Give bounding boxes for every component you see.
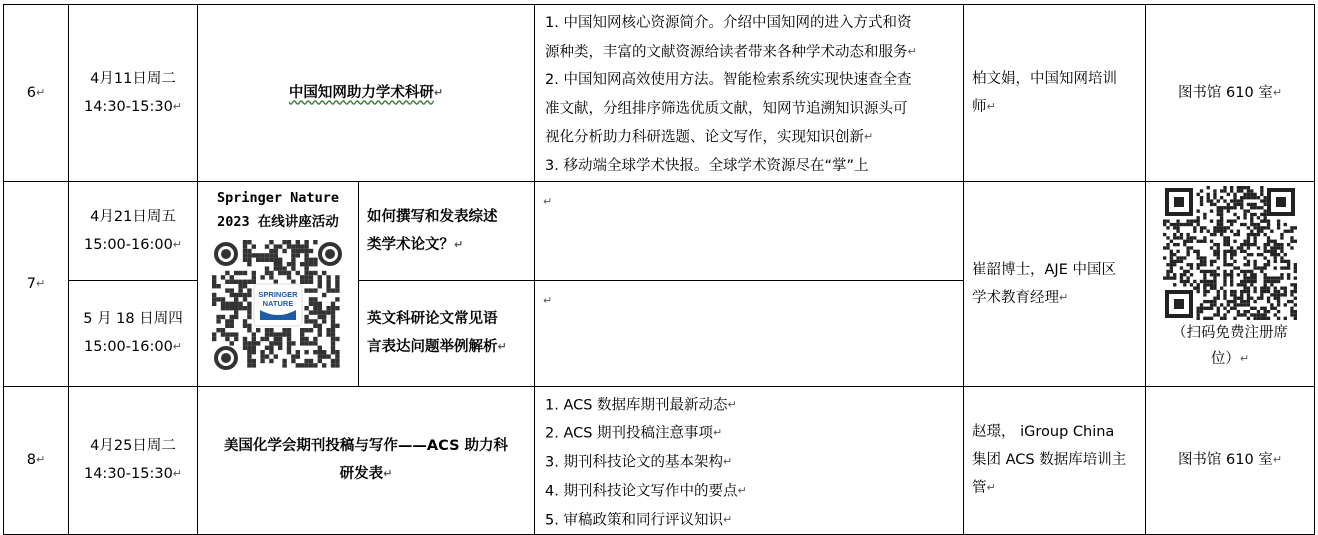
seq-number: 8	[26, 452, 36, 469]
lecture-title-line: 如何撰写和发表综述	[367, 208, 498, 225]
paragraph-mark: ↵	[383, 467, 393, 481]
registration-qr-code-icon	[1163, 186, 1297, 320]
time-text: 15:00-16:00	[83, 236, 173, 253]
time-text: 14:30-15:30	[83, 466, 173, 483]
speaker-cell	[964, 386, 1146, 535]
lecture-title-line: 类学术论文？	[367, 236, 454, 253]
venue-cell	[1146, 386, 1315, 535]
paragraph-mark: ↵	[36, 453, 46, 467]
speaker-line: 崔韶博士，AJE 中国区	[972, 261, 1116, 278]
schedule-row-8	[4, 386, 1315, 535]
qr-note-line: 位）	[1210, 350, 1240, 367]
paragraph-mark: ↵	[172, 467, 183, 481]
paragraph-mark: ↵	[986, 99, 996, 113]
time-cell	[69, 5, 198, 182]
content-cell	[535, 280, 964, 386]
seq-number: 7	[26, 275, 36, 292]
content-cell	[535, 386, 964, 535]
paragraph-mark: ↵	[172, 340, 183, 354]
title-cell	[198, 5, 535, 182]
content-line: 准文献，分组排序筛选优质文献，知网节追溯知识源头可	[545, 100, 908, 117]
seq-number: 6	[26, 84, 36, 101]
paragraph-mark: ↵	[497, 340, 507, 354]
paragraph-mark: ↵	[713, 426, 723, 440]
springer-logo-text: NATURE	[262, 298, 294, 308]
venue-cell	[1146, 5, 1315, 182]
content-line	[545, 448, 955, 477]
content-text: 视化分析助力科研选题、论文写作，实现知识创新	[545, 129, 864, 146]
title-cell	[359, 181, 535, 280]
date-text: 5 月 18 日周四	[83, 311, 183, 328]
content-line	[545, 123, 955, 152]
paragraph-mark: ↵	[737, 483, 747, 497]
paragraph-mark: ↵	[543, 194, 553, 208]
lecture-title-line: 研发表	[339, 466, 384, 483]
content-line: 2. 中国知网高效使用方法。智能检索系统实现快速查全查	[545, 72, 912, 89]
series-title-line: 2023 在线讲座活动	[217, 213, 339, 230]
content-text: 2. ACS 期刊投稿注意事项	[545, 425, 714, 442]
venue-text: 图书馆 610 室	[1177, 452, 1273, 469]
content-line	[545, 477, 955, 506]
paragraph-mark: ↵	[36, 85, 46, 99]
time-text: 15:00-16:00	[83, 339, 173, 356]
lecture-title: 中国知网助力学术科研	[288, 84, 434, 101]
time-cell	[69, 181, 198, 280]
paragraph-mark: ↵	[1239, 351, 1250, 365]
paragraph-mark: ↵	[36, 276, 46, 290]
paragraph-mark: ↵	[172, 99, 183, 113]
schedule-row-6	[4, 5, 1315, 182]
speaker-line: 集团 ACS 数据库培训主	[972, 452, 1127, 469]
content-line: 3. 移动端全球学术快报。全球学术资源尽在“掌”上	[545, 158, 869, 174]
title-cell	[359, 280, 535, 386]
paragraph-mark: ↵	[727, 397, 737, 411]
content-line	[545, 391, 955, 420]
speaker-line: 赵璟， iGroup China	[972, 424, 1115, 441]
paragraph-mark: ↵	[1272, 85, 1283, 99]
title-cell	[198, 386, 535, 535]
paragraph-mark: ↵	[907, 44, 917, 58]
date-text: 4月11日周二	[90, 70, 176, 87]
venue-cell	[1146, 181, 1315, 386]
paragraph-mark: ↵	[722, 512, 733, 526]
content-text: 5. 审稿政策和同行评议知识	[545, 511, 723, 528]
lecture-title-line: 英文科研论文常见语	[367, 311, 498, 328]
date-text: 4月25日周二	[90, 438, 176, 455]
speaker-line: 师	[972, 98, 987, 115]
content-text: 4. 期刊科技论文写作中的要点	[545, 483, 738, 499]
speaker-cell	[964, 5, 1146, 182]
seq-cell	[4, 5, 69, 182]
content-text: 1. ACS 数据库期刊最新动态	[545, 396, 728, 413]
date-text: 4月21日周五	[90, 208, 176, 225]
paragraph-mark: ↵	[172, 237, 183, 251]
paragraph-mark: ↵	[1059, 290, 1069, 304]
speaker-line: 学术教育经理	[972, 289, 1059, 306]
seq-cell	[4, 386, 69, 535]
speaker-line: 管	[972, 480, 987, 497]
series-title-line: Springer Nature	[217, 189, 339, 206]
speaker-line: 柏文娟，中国知网培训	[972, 70, 1117, 87]
paragraph-mark: ↵	[986, 481, 996, 495]
content-cell	[535, 5, 964, 182]
lecture-title-line: 美国化学会期刊投稿与写作——ACS 助力科	[223, 438, 509, 455]
speaker-cell	[964, 181, 1146, 386]
paragraph-mark: ↵	[1272, 453, 1283, 467]
springer-qr-code	[204, 234, 352, 382]
springer-series-cell	[198, 181, 359, 386]
content-cell	[535, 181, 964, 280]
time-cell	[69, 280, 198, 386]
seq-cell	[4, 181, 69, 386]
springer-logo-text: SPRINGER	[258, 289, 298, 299]
paragraph-mark: ↵	[864, 130, 874, 144]
venue-text: 图书馆 610 室	[1177, 84, 1273, 101]
content-text: 3. 期刊科技论文的基本架构	[545, 454, 723, 471]
paragraph-mark: ↵	[722, 455, 733, 468]
qr-code-icon	[212, 240, 344, 372]
schedule-row-7a	[4, 181, 1315, 280]
paragraph-mark: ↵	[454, 237, 464, 251]
paragraph-mark: ↵	[543, 293, 553, 307]
qr-note-line: （扫码免费注册席	[1172, 324, 1288, 341]
content-line	[545, 419, 955, 448]
content-line: 1. 中国知网核心资源简介。介绍中国知网的进入方式和资	[545, 15, 912, 31]
lecture-title-line: 言表达问题举例解析	[367, 339, 498, 356]
time-cell	[69, 386, 198, 535]
paragraph-mark: ↵	[433, 85, 444, 99]
content-text: 源种类，丰富的文献资源给读者带来各种学术动态和服务	[545, 43, 908, 60]
time-text: 14:30-15:30	[83, 98, 173, 115]
content-line	[545, 38, 955, 67]
lecture-schedule-table	[3, 4, 1315, 535]
